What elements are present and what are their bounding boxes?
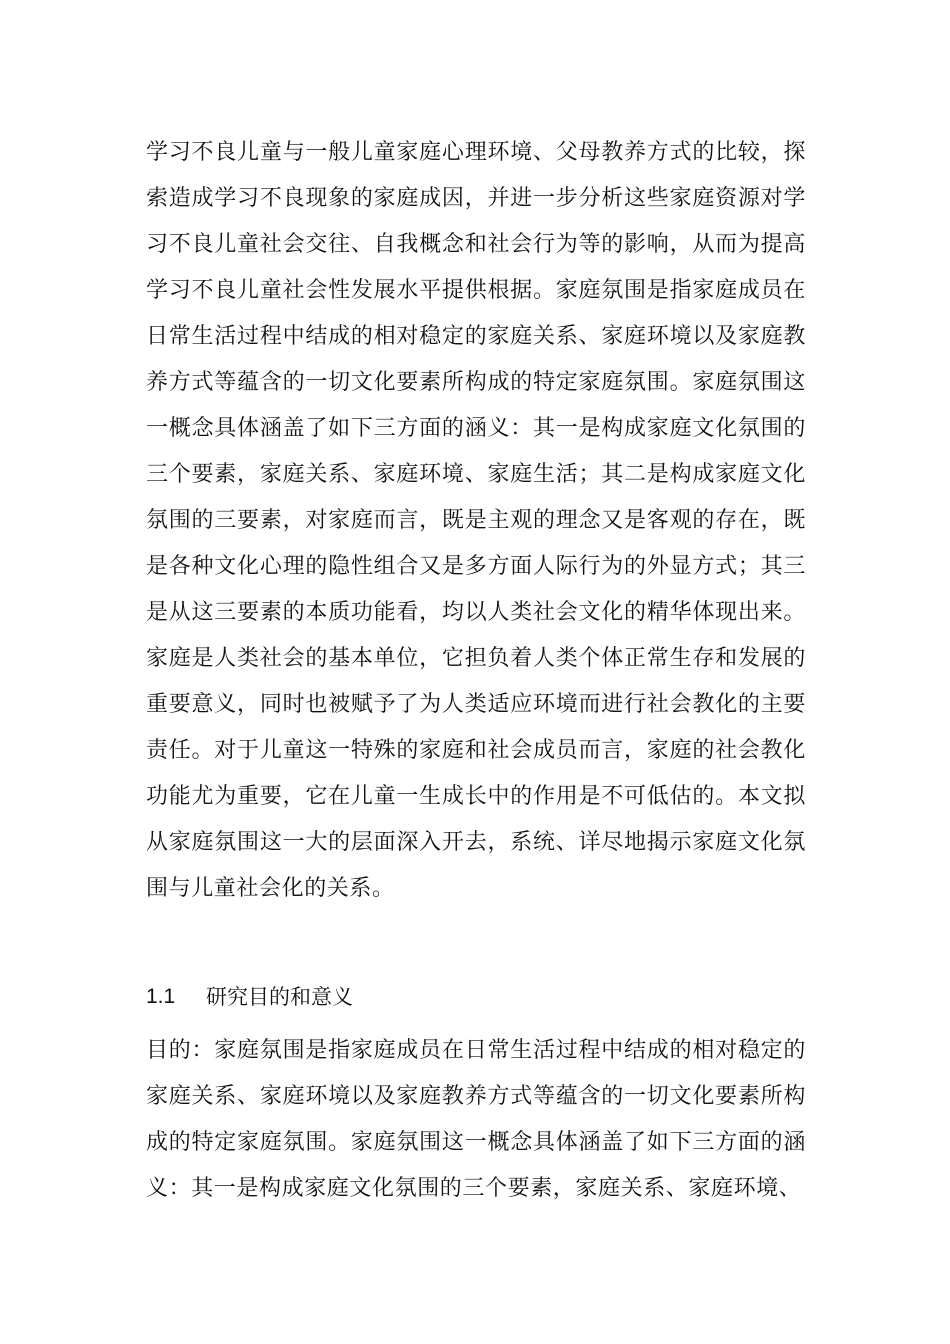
body-paragraph: 学习不良儿童与一般儿童家庭心理环境、父母教养方式的比较，探索造成学习不良现象的家庭成因，并进一步分析这些家庭资源对学习不良儿童社会交往、自我概念和社会行为等的影响，从而为提高学习不良儿童社会性发展水平提供根据。家庭氛围是指家庭成员在日常生活过程中结成的相对稳定的家庭关系、家庭环境以及家庭教养方式等蕴含的一切文化要素所构成的特定家庭氛围。家庭氛围这一概念具体涵盖了如下三方面的涵义：其一是构成家庭文化氛围的三个要素，家庭关系、家庭环境、家庭生活；其二是构成家庭文化氛围的三要素，对家庭而言，既是主观的理念又是客观的存在，既是各种文化心理的隐性组合又是多方面人际行为的外显方式；其三是从这三要素的本质功能看，均以人类社会文化的精华体现出来。家庭是人类社会的基本单位，它担负着人类个体正常生存和发展的重要意义，同时也被赋予了为人类适应环境而进行社会教化的主要责任。对于儿童这一特殊的家庭和社会成员而言，家庭的社会教化功能尤为重要，它在儿童一生成长中的作用是不可低估的。本文拟从家庭氛围这一大的层面深入开去，系统、详尽地揭示家庭文化氛围与儿童社会化的关系。 [146, 140, 806, 901]
section-number: 1.1 [146, 985, 176, 1008]
section-title: 研究目的和意义 [206, 985, 353, 1009]
section-heading [146, 977, 353, 1017]
body-paragraph: 目的：家庭氛围是指家庭成员在日常生活过程中结成的相对稳定的家庭关系、家庭环境以及家庭教养方式等蕴含的一切文化要素所构成的特定家庭氛围。家庭氛围这一概念具体涵盖了如下三方面的涵义：其一是构成家庭文化氛围的三个要素，家庭关系、家庭环境、 [146, 1038, 806, 1201]
